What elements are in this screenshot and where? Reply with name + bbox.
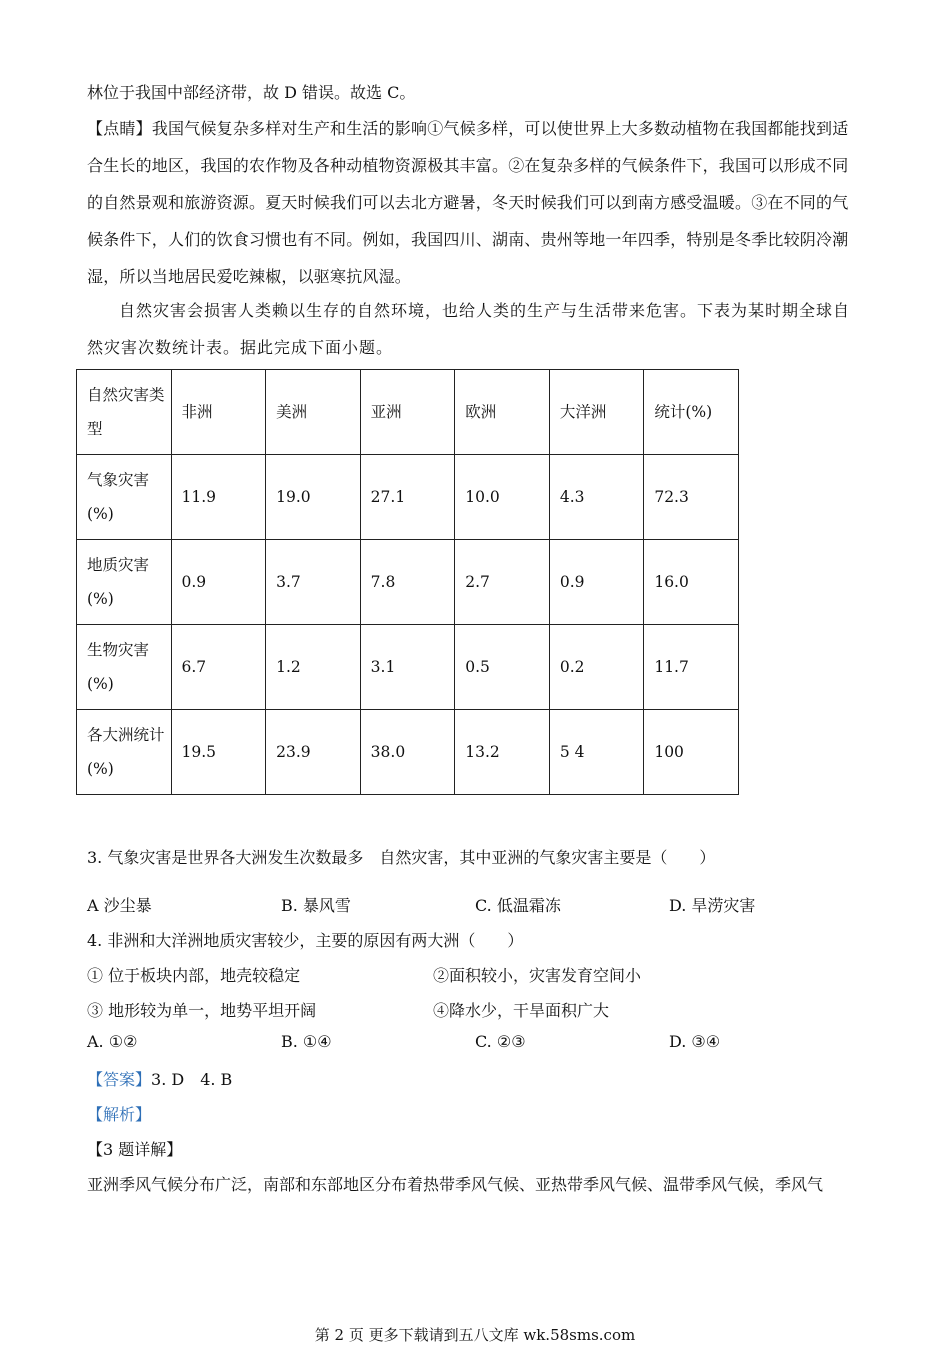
question-3: 3. 气象灾害是世界各大洲发生次数最多 自然灾害，其中亚洲的气象灾害主要是（ ） bbox=[87, 848, 716, 867]
table-cell: 27.1 bbox=[360, 455, 455, 540]
table-cell: 11.7 bbox=[644, 625, 739, 710]
table-row bbox=[77, 455, 739, 540]
table-cell: 7.8 bbox=[360, 540, 455, 625]
q4-option-c: C. ②③ bbox=[475, 1032, 526, 1051]
table-cell: 10.0 bbox=[455, 455, 550, 540]
table-cell: 19.5 bbox=[171, 710, 266, 795]
answer-text: 3. D 4. B bbox=[151, 1070, 233, 1089]
question-4: 4. 非洲和大洋洲地质灾害较少，主要的原因有两大洲（ ） bbox=[87, 931, 524, 950]
table-header-cell: 非洲 bbox=[171, 370, 266, 455]
table-cell: 23.9 bbox=[266, 710, 361, 795]
table-cell: 地质灾害(%) bbox=[77, 540, 172, 625]
table-header-cell: 美洲 bbox=[266, 370, 361, 455]
q4-item-3: ③ 地形较为单一，地势平坦开阔 bbox=[87, 1001, 317, 1020]
table-cell: 各大洲统计(%) bbox=[77, 710, 172, 795]
question-stem: 自然灾害会损害人类赖以生存的自然环境，也给人类的生产与生活带来危害。下表为某时期全球自然灾害次数统计表。据此完成下面小题。 bbox=[87, 301, 851, 357]
table-cell: 气象灾害(%) bbox=[77, 455, 172, 540]
page-footer: 第 2 页 更多下载请到五八文库 wk.58sms.com bbox=[314, 1326, 636, 1344]
q4-option-b: B. ①④ bbox=[281, 1032, 332, 1051]
table-header-cell: 亚洲 bbox=[360, 370, 455, 455]
table-cell: 3.7 bbox=[266, 540, 361, 625]
q4-option-d: D. ③④ bbox=[669, 1032, 721, 1051]
analysis-label: 【解析】 bbox=[87, 1105, 152, 1124]
table-header-row bbox=[77, 370, 739, 455]
table-header-cell: 欧洲 bbox=[455, 370, 550, 455]
table-cell: 100 bbox=[644, 710, 739, 795]
q4-item-2: ②面积较小，灾害发育空间小 bbox=[433, 966, 642, 985]
table-cell: 72.3 bbox=[644, 455, 739, 540]
table-cell: 16.0 bbox=[644, 540, 739, 625]
table-header-cell: 大洋洲 bbox=[549, 370, 644, 455]
table-cell: 3.1 bbox=[360, 625, 455, 710]
table-cell: 2.7 bbox=[455, 540, 550, 625]
table-cell: 19.0 bbox=[266, 455, 361, 540]
q4-item-4: ④降水少，干旱面积广大 bbox=[433, 1001, 610, 1020]
detail-label: 【3 题详解】 bbox=[87, 1140, 183, 1159]
intro-line: 林位于我国中部经济带，故 D 错误。故选 C。 bbox=[87, 83, 416, 102]
q3-option-d: D. 旱涝灾害 bbox=[669, 896, 756, 915]
table-cell: 1.2 bbox=[266, 625, 361, 710]
q3-option-b: B. 暴风雪 bbox=[281, 896, 351, 915]
table-cell: 0.2 bbox=[549, 625, 644, 710]
q3-option-c: C. 低温霜冻 bbox=[475, 896, 561, 915]
table-header-cell: 统计(%) bbox=[644, 370, 739, 455]
detail-text: 亚洲季风气候分布广泛，南部和东部地区分布着热带季风气候、亚热带季风气候、温带季风气候，季风气 bbox=[87, 1175, 824, 1194]
q3-option-a: A 沙尘暴 bbox=[87, 896, 152, 915]
table-cell: 11.9 bbox=[171, 455, 266, 540]
dianjing-text: 我国气候复杂多样对生产和生活的影响①气候多样，可以使世界上大多数动植物在我国都能找到适合生长的地区，我国的农作物及各种动植物资源极其丰富。②在复杂多样的气候条件下，我国可以形成不同的自然景观和旅游资源。夏天时候我们可以去北方避暑，冬天时候我们可以到南方感受温暖。③在不同的气候条件下，人们的饮食习惯也有不同。例如，我国四川、湖南、贵州等地一年四季，特别是冬季比较阴冷潮湿，所以当地居民爱吃辣椒，以驱寒抗风湿。 bbox=[87, 119, 849, 286]
table-cell: 5 4 bbox=[549, 710, 644, 795]
q4-item-1: ① 位于板块内部，地壳较稳定 bbox=[87, 966, 301, 985]
table-cell: 0.9 bbox=[549, 540, 644, 625]
table-header-cell: 自然灾害类型 bbox=[77, 370, 172, 455]
table-row bbox=[77, 540, 739, 625]
dianjing-label: 【点睛】 bbox=[87, 119, 152, 138]
table-cell: 38.0 bbox=[360, 710, 455, 795]
table-row bbox=[77, 710, 739, 795]
table-cell: 0.5 bbox=[455, 625, 550, 710]
table-cell: 0.9 bbox=[171, 540, 266, 625]
table-cell: 13.2 bbox=[455, 710, 550, 795]
answer-label: 【答案】 bbox=[87, 1070, 152, 1089]
table-cell: 4.3 bbox=[549, 455, 644, 540]
disaster-table bbox=[76, 369, 739, 795]
dianjing-paragraph bbox=[87, 110, 862, 295]
q4-option-a: A. ①② bbox=[87, 1032, 138, 1051]
answer-line bbox=[87, 1067, 232, 1090]
table-cell: 生物灾害(%) bbox=[77, 625, 172, 710]
table-cell: 6.7 bbox=[171, 625, 266, 710]
table-row bbox=[77, 625, 739, 710]
